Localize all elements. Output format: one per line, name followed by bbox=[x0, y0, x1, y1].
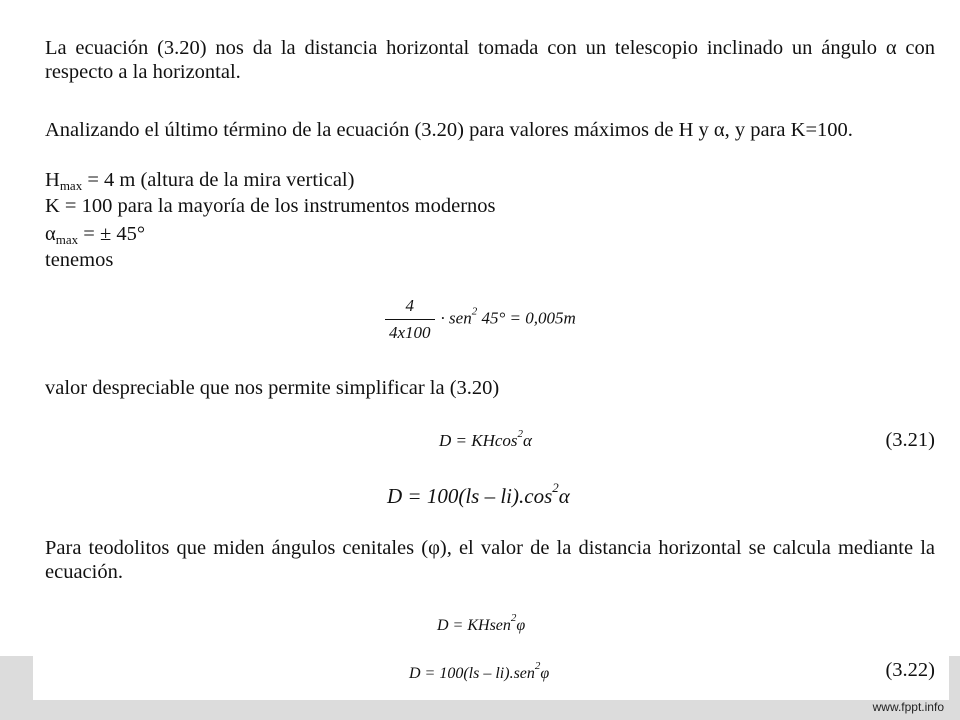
eq-big-right: α bbox=[558, 484, 570, 508]
eq-frac-rest-b: 45° = 0,005m bbox=[477, 308, 576, 328]
eq321-exponent: 2 bbox=[517, 428, 524, 440]
footer-url: www.fppt.info bbox=[872, 700, 944, 714]
eq-big-left: D = 100(ls – li).cos bbox=[387, 484, 553, 508]
hmax-text: = 4 m (altura de la mira vertical) bbox=[82, 169, 355, 191]
equation-fraction bbox=[385, 296, 576, 343]
equation-3-22 bbox=[409, 660, 549, 683]
paragraph-simplify: valor despreciable que nos permite simplificar la (3.20) bbox=[45, 377, 500, 399]
slide-panel bbox=[33, 0, 949, 700]
paragraph-analysis: Analizando el último término de la ecuación (3.20) para valores máximos de H y α, y para K=100. bbox=[45, 119, 853, 141]
k-line: K = 100 para la mayoría de los instrumentos modernos bbox=[45, 195, 496, 217]
eq321-left: D = KHcos bbox=[439, 431, 518, 450]
eq-sen-right: φ bbox=[516, 617, 526, 634]
eq-big-exponent: 2 bbox=[552, 480, 559, 495]
tenemos-line: tenemos bbox=[45, 249, 114, 271]
fraction-numerator: 4 bbox=[385, 296, 435, 320]
equation-big bbox=[387, 480, 570, 509]
eq-sen-exponent: 2 bbox=[510, 612, 517, 624]
amax-text: = ± 45° bbox=[78, 223, 146, 245]
fraction-denominator: 4x100 bbox=[389, 323, 431, 342]
eq322-exponent: 2 bbox=[534, 660, 541, 672]
hmax-symbol: H bbox=[45, 169, 60, 191]
eq321-right: α bbox=[523, 431, 532, 450]
amax-subscript: max bbox=[55, 232, 79, 247]
eq-frac-exponent: 2 bbox=[471, 305, 478, 318]
eq322-left: D = 100(ls – li).sen bbox=[409, 665, 535, 682]
fraction bbox=[385, 296, 435, 343]
paragraph-teodolitos: Para teodolitos que miden ángulos cenitales (φ), el valor de la distancia horizontal se calcula mediante la ecuación. bbox=[45, 537, 935, 583]
equation-number-3-21: (3.21) bbox=[885, 429, 935, 451]
equation-number-3-22: (3.22) bbox=[885, 659, 935, 681]
equation-3-21 bbox=[439, 428, 532, 451]
equation-sen bbox=[437, 612, 525, 635]
amax-symbol: α bbox=[45, 223, 56, 245]
paragraph-intro: La ecuación (3.20) nos da la distancia horizontal tomada con un telescopio inclinado un ángulo α con respecto a la horizontal. bbox=[45, 37, 935, 83]
eq-sen-left: D = KHsen bbox=[437, 617, 511, 634]
eq322-right: φ bbox=[540, 665, 550, 682]
eq-frac-rest-a: · sen bbox=[440, 308, 472, 328]
hmax-subscript: max bbox=[59, 178, 83, 193]
